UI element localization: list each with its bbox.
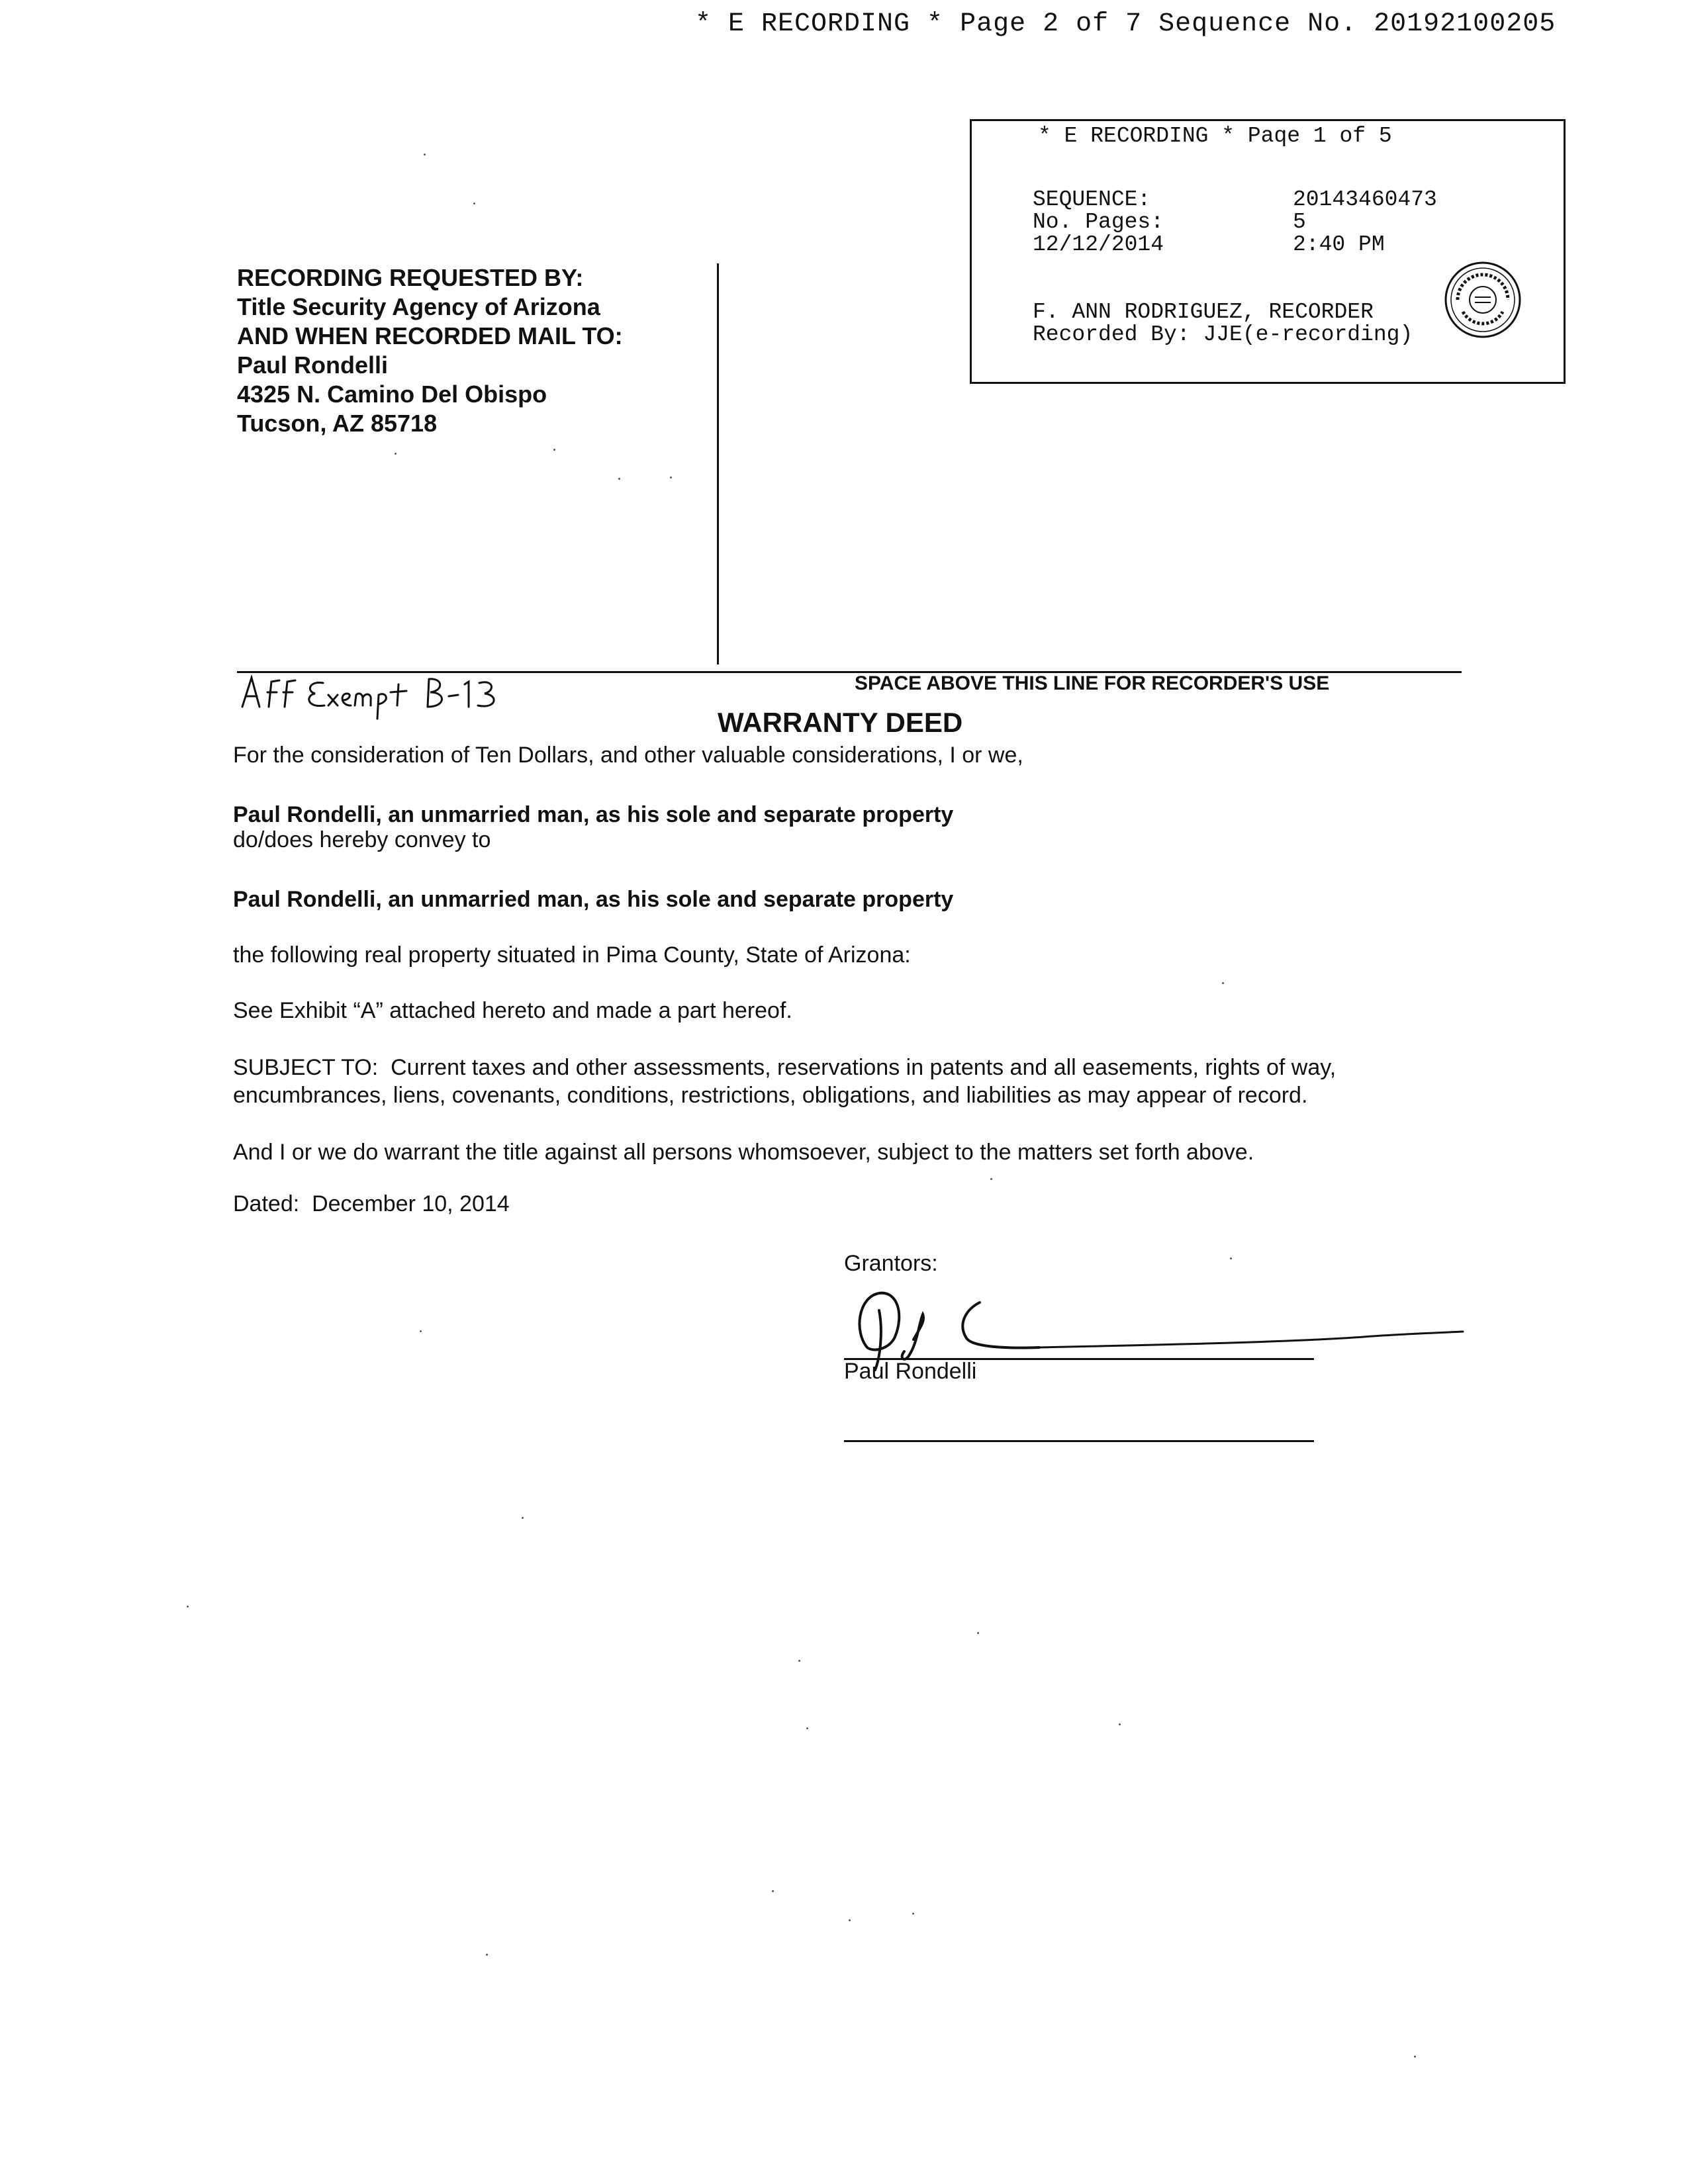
recorder-use-label: SPACE ABOVE THIS LINE FOR RECORDER'S USE: [855, 672, 1330, 694]
recorder-name: F. ANN RODRIGUEZ, RECORDER: [1033, 300, 1374, 324]
pages-value: 5: [1293, 210, 1306, 234]
mail-to-name: Paul Rondelli: [237, 351, 389, 379]
scan-speck: [1230, 1257, 1232, 1259]
scan-speck: [522, 1517, 524, 1519]
record-date: 12/12/2014: [1033, 232, 1164, 257]
scan-speck: [912, 1913, 914, 1915]
grantor-description: Paul Rondelli, an unmarried man, as his sole and separate property: [233, 802, 954, 827]
scan-speck: [1414, 2056, 1416, 2058]
grantor-name: Paul Rondelli: [844, 1359, 977, 1384]
scan-speck: [990, 1178, 992, 1180]
scan-speck: [553, 449, 555, 451]
scan-speck: [618, 478, 620, 480]
scan-speck: [473, 203, 475, 205]
grantors-label: Grantors:: [844, 1251, 938, 1276]
dated-line: Dated: December 10, 2014: [233, 1191, 510, 1216]
mail-to-label: AND WHEN RECORDED MAIL TO:: [237, 322, 623, 349]
requesting-agency: Title Security Agency of Arizona: [237, 293, 600, 320]
e-recording-header: * E RECORDING * Page 2 of 7 Sequence No. 20192100205: [695, 9, 1556, 39]
sequence-value: 20143460473: [1293, 187, 1437, 212]
deed-title: WARRANTY DEED: [718, 707, 963, 738]
scan-speck: [187, 1606, 189, 1608]
mail-to-city: Tucson, AZ 85718: [237, 410, 438, 437]
pages-label: No. Pages:: [1033, 210, 1164, 234]
exhibit-reference: See Exhibit “A” attached hereto and made a part hereof.: [233, 998, 792, 1023]
handwritten-exempt-note: [237, 668, 515, 721]
scan-speck: [849, 1919, 851, 1921]
consideration-text: For the consideration of Ten Dollars, and other valuable considerations, I or we,: [233, 743, 1023, 768]
warranty-text: And I or we do warrant the title against all persons whomsoever, subject to the matters set forth above.: [233, 1140, 1254, 1165]
recording-requested-block: [237, 263, 623, 438]
scan-speck: [1222, 982, 1224, 984]
record-time: 2:40 PM: [1293, 232, 1385, 257]
scan-speck: [1119, 1723, 1121, 1725]
scan-speck: [486, 1954, 488, 1956]
sequence-label: SEQUENCE:: [1033, 187, 1151, 212]
scan-speck: [420, 1330, 422, 1332]
vertical-divider: [717, 263, 719, 664]
county-recorder-seal-icon: [1443, 260, 1523, 340]
scan-speck: [798, 1660, 800, 1662]
scan-speck: [670, 477, 672, 478]
scan-speck: [424, 154, 426, 156]
scan-speck: [395, 453, 397, 455]
second-signature-line: [844, 1440, 1314, 1442]
scan-speck: [772, 1890, 774, 1892]
recording-requested-label: RECORDING REQUESTED BY:: [237, 264, 584, 291]
recorded-by: Recorded By: JJE(e-recording): [1033, 322, 1413, 347]
recorder-box-header: * E RECORDING * Paqe 1 of 5: [1038, 124, 1392, 148]
scan-speck: [977, 1632, 979, 1634]
recorder-stamp-box: [970, 119, 1566, 384]
mail-to-street: 4325 N. Camino Del Obispo: [237, 381, 547, 408]
subject-to-line-2: encumbrances, liens, covenants, conditions, restrictions, obligations, and liabilities as may appear of record.: [233, 1083, 1308, 1108]
grantee-description: Paul Rondelli, an unmarried man, as his sole and separate property: [233, 887, 954, 912]
scan-speck: [806, 1727, 808, 1729]
property-location-text: the following real property situated in Pima County, State of Arizona:: [233, 942, 911, 968]
convey-text: do/does hereby convey to: [233, 827, 491, 852]
subject-to-line-1: SUBJECT TO: Current taxes and other assessments, reservations in patents and all easements, rights of way,: [233, 1055, 1336, 1080]
